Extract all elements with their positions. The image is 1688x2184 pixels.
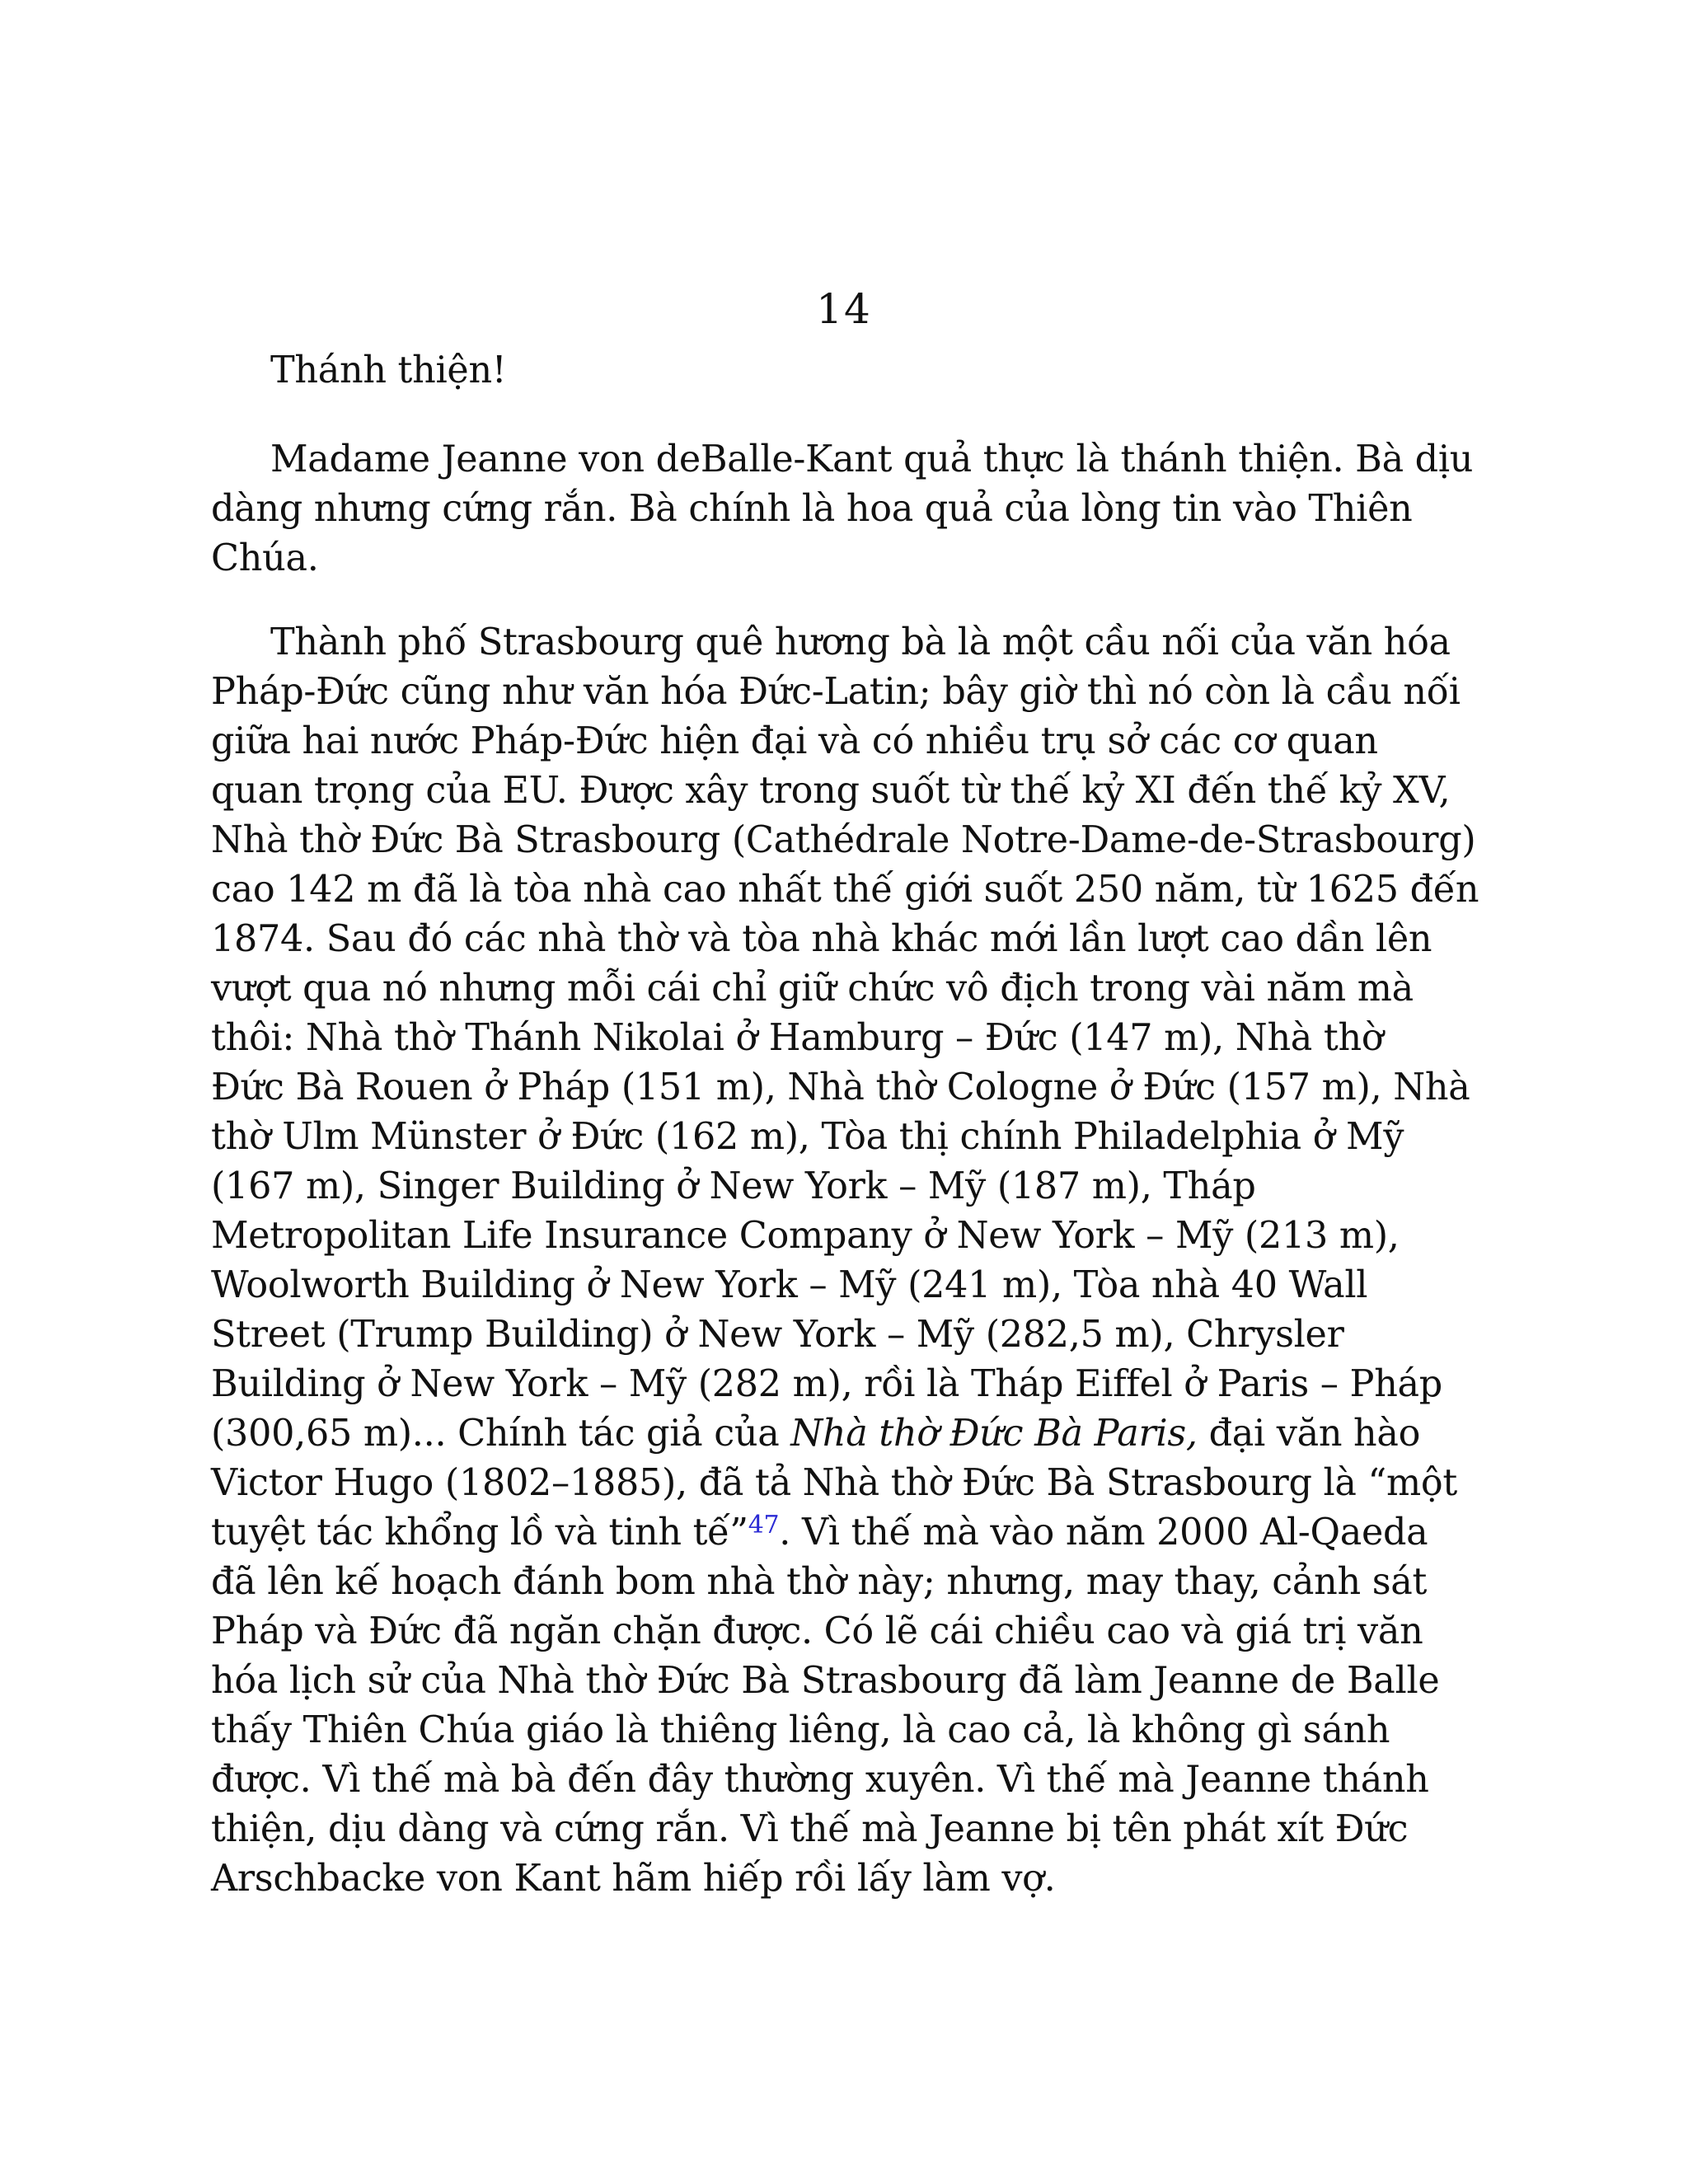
chapter-number: 14 <box>816 285 872 333</box>
paragraph-line: Victor Hugo (1802–1885), đã tả Nhà thờ Đức Bà Strasbourg là “một <box>211 1462 1457 1504</box>
book-title-italic: Nhà thờ Đức Bà Paris, <box>790 1413 1198 1455</box>
paragraph-line: giữa hai nước Pháp-Đức hiện đại và có nhiều trụ sở các cơ quan <box>211 720 1378 762</box>
paragraph-line: dàng nhưng cứng rắn. Bà chính là hoa quả của lòng tin vào Thiên <box>211 488 1413 530</box>
paragraph-line: đã lên kế hoạch đánh bom nhà thờ này; nhưng, may thay, cảnh sát <box>211 1561 1428 1603</box>
paragraph-line: Thánh thiện! <box>270 349 507 391</box>
paragraph-line: Đức Bà Rouen ở Pháp (151 m), Nhà thờ Cologne ở Đức (157 m), Nhà <box>211 1066 1470 1108</box>
paragraph-line: Nhà thờ Đức Bà Strasbourg (Cathédrale Notre-Dame-de-Strasbourg) <box>211 819 1476 861</box>
line-text: đại văn hào <box>1197 1413 1421 1455</box>
line-text: . Vì thế mà vào năm 2000 Al-Qaeda <box>779 1511 1428 1554</box>
paragraph-line: Thành phố Strasbourg quê hương bà là một cầu nối của văn hóa <box>270 621 1451 663</box>
paragraph-line: Pháp-Đức cũng như văn hóa Đức-Latin; bây giờ thì nó còn là cầu nối <box>211 671 1461 713</box>
paragraph-line: thấy Thiên Chúa giáo là thiêng liêng, là cao cả, là không gì sánh <box>211 1709 1390 1751</box>
paragraph-line: Pháp và Đức đã ngăn chặn được. Có lẽ cái chiều cao và giá trị văn <box>211 1610 1423 1652</box>
paragraph-line: hóa lịch sử của Nhà thờ Đức Bà Strasbourg đã làm Jeanne de Balle <box>211 1660 1440 1702</box>
paragraph-line: 1874. Sau đó các nhà thờ và tòa nhà khác mới lần lượt cao dần lên <box>211 918 1432 960</box>
paragraph-line: vượt qua nó nhưng mỗi cái chỉ giữ chức vô địch trong vài năm mà <box>211 968 1414 1010</box>
paragraph-1 <box>211 346 1505 396</box>
footnote-reference-link[interactable]: 47 <box>748 1511 780 1540</box>
paragraph-line: quan trọng của EU. Được xây trong suốt từ thế kỷ XI đến thế kỷ XV, <box>211 770 1451 812</box>
paragraph-line: Building ở New York – Mỹ (282 m), rồi là Tháp Eiffel ở Paris – Pháp <box>211 1363 1442 1405</box>
paragraph-line: Woolworth Building ở New York – Mỹ (241 m), Tòa nhà 40 Wall <box>211 1264 1368 1306</box>
paragraph-line: Chúa. <box>211 537 319 579</box>
paragraph-line-with-footnote <box>211 1508 1505 1558</box>
paragraph-line: Metropolitan Life Insurance Company ở New York – Mỹ (213 m), <box>211 1215 1400 1257</box>
paragraph-line: Madame Jeanne von deBalle-Kant quả thực là thánh thiện. Bà dịu <box>270 438 1474 480</box>
paragraph-3 <box>211 618 1505 1904</box>
paragraph-line: (167 m), Singer Building ở New York – Mỹ (187 m), Tháp <box>211 1165 1256 1207</box>
paragraph-line: cao 142 m đã là tòa nhà cao nhất thế giới suốt 250 năm, từ 1625 đến <box>211 869 1479 911</box>
paragraph-line: thờ Ulm Münster ở Đức (162 m), Tòa thị chính Philadelphia ở Mỹ <box>211 1116 1404 1158</box>
line-text: tuyệt tác khổng lồ và tinh tế” <box>211 1511 748 1554</box>
paragraph-line-with-italic <box>211 1409 1505 1459</box>
paragraph-line: được. Vì thế mà bà đến đây thường xuyên. Vì thế mà Jeanne thánh <box>211 1759 1429 1801</box>
paragraph-2 <box>211 435 1505 583</box>
paragraph-line: Arschbacke von Kant hãm hiếp rồi lấy làm vợ. <box>211 1858 1056 1900</box>
line-text: (300,65 m)... Chính tác giả của <box>211 1413 791 1455</box>
paragraph-line: thiện, dịu dàng và cứng rắn. Vì thế mà Jeanne bị tên phát xít Đức <box>211 1808 1409 1850</box>
paragraph-line: thôi: Nhà thờ Thánh Nikolai ở Hamburg – Đức (147 m), Nhà thờ <box>211 1017 1384 1059</box>
paragraph-line: Street (Trump Building) ở New York – Mỹ (282,5 m), Chrysler <box>211 1314 1344 1356</box>
